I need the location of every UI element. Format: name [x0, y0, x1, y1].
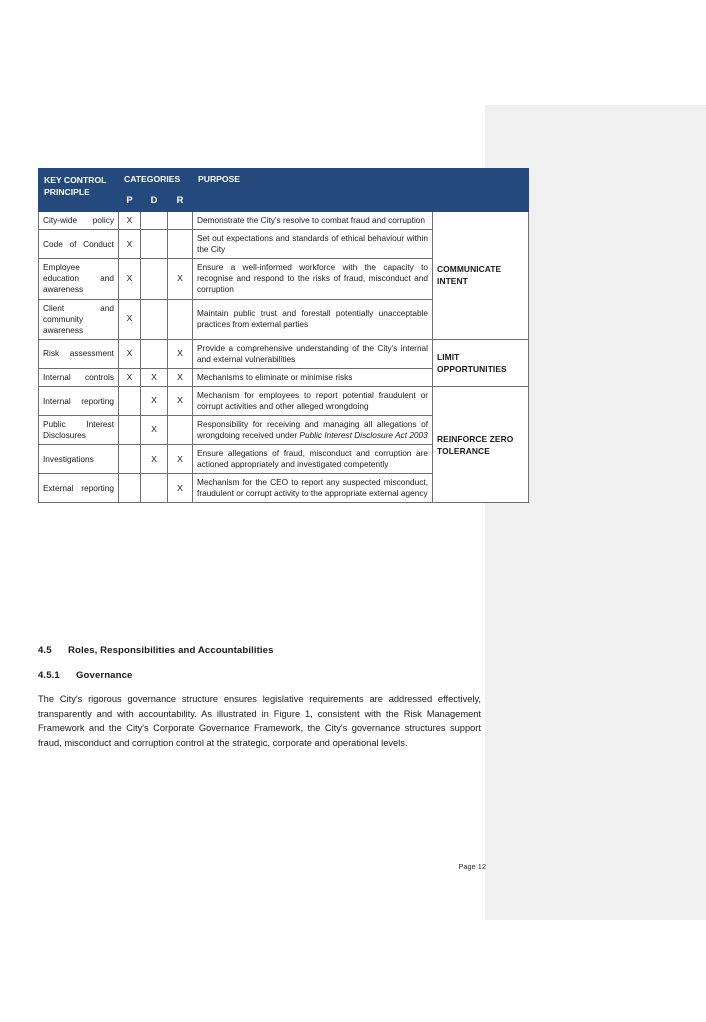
cell-category-p: X: [119, 299, 141, 339]
cell-principle: External reporting: [39, 474, 119, 503]
cell-principle: Code of Conduct: [39, 230, 119, 259]
cell-group-label: COMMUNICATE INTENT: [433, 211, 529, 339]
cell-principle: Client and community awareness: [39, 299, 119, 339]
cell-purpose: Ensure allegations of fraud, misconduct and corruption are actioned appropriately and investigated competently: [193, 445, 433, 474]
cell-category-p: [119, 387, 141, 416]
cell-purpose: Mechanisms to eliminate or minimise risks: [193, 368, 433, 386]
cell-purpose-text: Responsibility for receiving and managing all allegations of wrongdoing received under: [197, 419, 429, 441]
cell-category-r: X: [168, 259, 193, 299]
column-header-group-spacer: [433, 189, 529, 212]
table-header-row-main: [39, 169, 529, 189]
cell-purpose: [193, 416, 433, 445]
table-row: [39, 387, 529, 416]
column-header-d: D: [141, 189, 168, 212]
cell-category-p: [119, 474, 141, 503]
cell-category-p: X: [119, 211, 141, 229]
column-header-key-control-principle: KEY CONTROL PRINCIPLE: [39, 169, 119, 212]
table-body: [39, 211, 529, 502]
cell-category-r: [168, 299, 193, 339]
cell-principle: Investigations: [39, 445, 119, 474]
cell-purpose: Mechanism for employees to report potential fraudulent or corrupt activities and other alleged wrongdoing: [193, 387, 433, 416]
cell-category-d: [141, 211, 168, 229]
cell-category-r: [168, 211, 193, 229]
cell-principle: Internal controls: [39, 368, 119, 386]
key-control-principles-table: [38, 168, 529, 503]
table-row: [39, 339, 529, 368]
column-header-r: R: [168, 189, 193, 212]
cell-category-p: [119, 416, 141, 445]
section-number-4-5-1: 4.5.1: [38, 670, 60, 681]
cell-category-p: X: [119, 368, 141, 386]
cell-purpose-citation: Public Interest Disclosure Act 2003: [299, 430, 428, 441]
cell-category-r: X: [168, 339, 193, 368]
cell-principle: City-wide policy: [39, 211, 119, 229]
cell-purpose: Ensure a well-informed workforce with the capacity to recognise and respond to the risks of fraud, misconduct and corruption: [193, 259, 433, 299]
cell-principle: Risk assessment: [39, 339, 119, 368]
page-footer: Page 12: [458, 862, 486, 871]
cell-category-p: X: [119, 259, 141, 299]
cell-category-d: [141, 230, 168, 259]
table-row: [39, 211, 529, 229]
cell-purpose: Mechanism for the CEO to report any suspected misconduct, fraudulent or corrupt activity to the appropriate external agency: [193, 474, 433, 503]
cell-category-r: X: [168, 445, 193, 474]
cell-category-d: X: [141, 416, 168, 445]
section-heading-4-5: [38, 645, 274, 656]
cell-category-p: [119, 445, 141, 474]
section-number-4-5: 4.5: [38, 645, 52, 656]
column-header-purpose-spacer: [193, 189, 433, 212]
table-header: [39, 169, 529, 212]
cell-purpose: Provide a comprehensive understanding of the City's internal and external vulnerabilities: [193, 339, 433, 368]
cell-category-d: X: [141, 368, 168, 386]
cell-category-d: [141, 474, 168, 503]
cell-category-p: X: [119, 230, 141, 259]
column-header-p: P: [119, 189, 141, 212]
cell-principle: Employee education and awareness: [39, 259, 119, 299]
column-header-purpose: PURPOSE: [193, 169, 529, 189]
cell-category-p: X: [119, 339, 141, 368]
cell-category-r: X: [168, 387, 193, 416]
cell-category-r: X: [168, 474, 193, 503]
cell-principle: Public Interest Disclosures: [39, 416, 119, 445]
cell-category-d: X: [141, 445, 168, 474]
section-title-4-5-1: Governance: [76, 670, 133, 681]
cell-purpose: Maintain public trust and forestall potentially unacceptable practices from external parties: [193, 299, 433, 339]
cell-category-r: [168, 416, 193, 445]
cell-purpose: Demonstrate the City's resolve to combat fraud and corruption: [193, 211, 433, 229]
cell-category-d: X: [141, 387, 168, 416]
cell-purpose: Set out expectations and standards of ethical behaviour within the City: [193, 230, 433, 259]
cell-group-label: LIMIT OPPORTUNITIES: [433, 339, 529, 386]
cell-group-label: REINFORCE ZERO TOLERANCE: [433, 387, 529, 503]
cell-principle: Internal reporting: [39, 387, 119, 416]
cell-category-r: [168, 230, 193, 259]
cell-category-d: [141, 339, 168, 368]
governance-paragraph: The City's rigorous governance structure ensures legislative requirements are addressed effectively, transparently and with accountability. As illustrated in Figure 1, consistent with the Risk Management Framework and the City's Corporate Governance Framework, the City's governance structures support fraud, misconduct and corruption control at the strategic, corporate and operational levels.: [38, 694, 481, 749]
section-title-4-5: Roles, Responsibilities and Accountabilities: [68, 645, 274, 656]
cell-category-d: [141, 299, 168, 339]
cell-category-r: X: [168, 368, 193, 386]
section-heading-4-5-1: [38, 670, 132, 681]
column-header-categories: CATEGORIES: [119, 169, 193, 189]
cell-category-d: [141, 259, 168, 299]
